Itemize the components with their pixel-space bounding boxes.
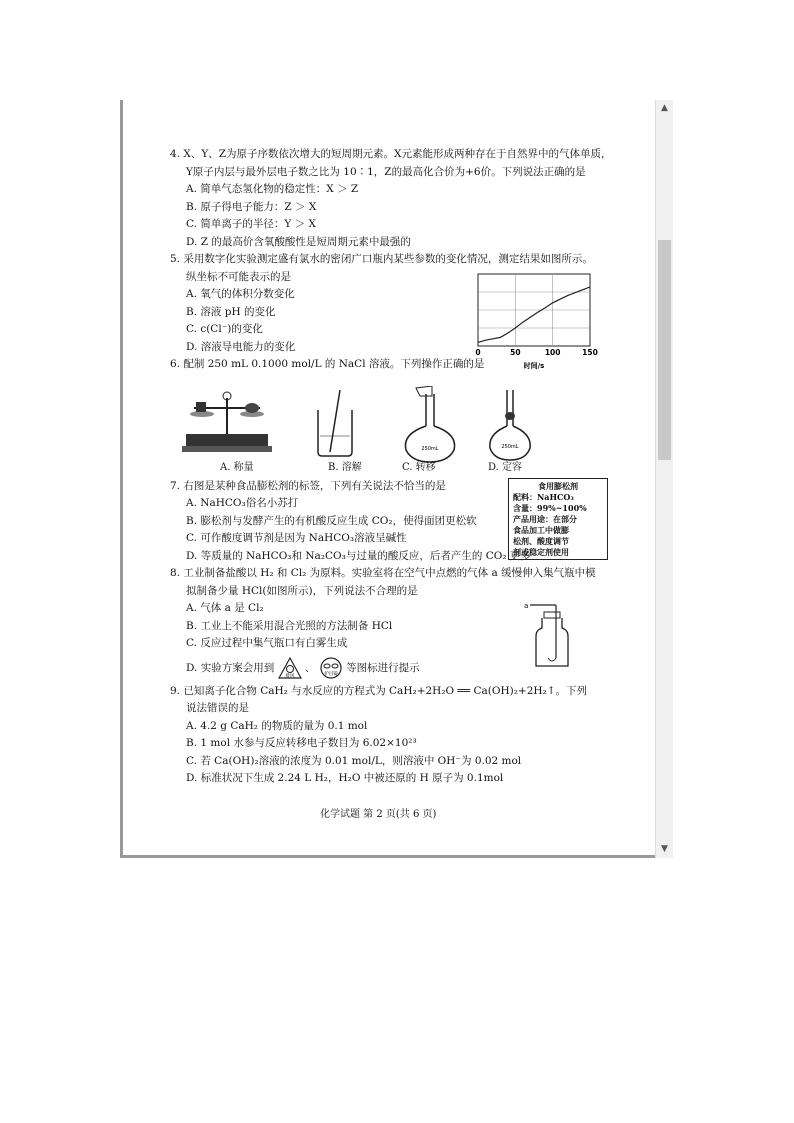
scroll-down-arrow-icon[interactable]: ▼	[661, 844, 668, 854]
ventilation-icon-label: 排风	[285, 673, 295, 679]
label-line: 产品用途：在部分	[513, 514, 577, 524]
viewer-left-border	[120, 100, 123, 858]
question-text: 7. 右图是某种食品膨松剂的标签，下列有关说法不恰当的是	[170, 479, 446, 492]
goggles-icon-label: 护目镜	[324, 671, 338, 677]
question-text: 6. 配制 250 mL 0.1000 mol/L 的 NaCl 溶液。下列操作正确的是	[170, 358, 485, 370]
question-text: 9. 已知离子化合物 CaH₂ 与水反应的方程式为 CaH₂+2H₂O ══ Ca(OH)₂+2H₂↑。下列	[170, 684, 588, 697]
option: B. 溶液 pH 的变化	[186, 305, 276, 318]
x-tick-label: 50	[510, 348, 521, 357]
gas-collection-bottle-illustration	[522, 598, 570, 670]
option: D. 等质量的 NaHCO₃和 Na₂CO₃与过量的酸反应，后者产生的 CO₂ 更多	[186, 549, 531, 562]
option: A. NaHCO₃俗名小苏打	[186, 497, 299, 509]
beaker-illustration	[318, 390, 352, 456]
option-text: 等图标进行提示	[346, 661, 420, 674]
vertical-scrollbar[interactable]	[655, 100, 673, 858]
flask-volume-label: 250mL	[421, 446, 439, 452]
option: C. 可作酸度调节剂是因为 NaHCO₃溶液呈碱性	[186, 532, 407, 544]
apparatus-label-b: B. 溶解	[328, 462, 362, 473]
option: B. 工业上不能采用混合光照的方法制备 HCl	[186, 619, 393, 632]
option: D. 标准状况下生成 2.24 L H₂，H₂O 中被还原的 H 原子为 0.1mol	[186, 772, 504, 784]
label-line: 松剂、酸度调节	[513, 536, 569, 546]
option: C. 若 Ca(OH)₂溶液的浓度为 0.01 mol/L，则溶液中 OH⁻为 0.02 mol	[186, 754, 522, 767]
question-text: 纵坐标不可能表示的是	[186, 270, 291, 283]
apparatus-label-a: A. 称量	[220, 462, 254, 473]
chlorine-water-chart	[470, 272, 600, 372]
question-text: 8. 工业制备盐酸以 H₂ 和 Cl₂ 为原料。实验室将在空气中点燃的气体 a 缓慢伸入集气瓶中模	[170, 567, 596, 579]
label-title: 食用膨松剂	[538, 481, 578, 491]
x-axis-label: 时间/s	[523, 362, 545, 370]
goggles-icon	[319, 657, 343, 679]
option: A. 气体 a 是 Cl₂	[186, 602, 264, 614]
scrollbar-thumb[interactable]	[658, 240, 671, 460]
label-line: 剂或稳定剂使用	[513, 547, 569, 557]
option: C. 反应过程中集气瓶口有白雾生成	[186, 637, 348, 649]
x-tick-label: 150	[582, 348, 598, 357]
option: B. 膨松剂与发酵产生的有机酸反应生成 CO₂，使得面团更松软	[186, 514, 477, 527]
question-text: Y原子内层与最外层电子数之比为 10∶1，Z的最高化合价为+6价。下列说法正确的是	[186, 165, 586, 178]
volumetric-flask-illustration	[490, 390, 530, 460]
question-text: 拟制备少量 HCl(如图所示)，下列说法不合理的是	[186, 584, 418, 597]
option: D. 溶液导电能力的变化	[186, 340, 296, 353]
page-footer: 化学试题 第 2 页(共 6 页)	[320, 809, 437, 820]
label-line: 含量：99%~100%	[513, 503, 587, 513]
flask-volume-label: 250mL	[501, 444, 519, 450]
question-9	[170, 683, 650, 788]
label-line: 食品加工中做膨	[513, 525, 569, 535]
balance-illustration	[182, 392, 272, 452]
option: B. 1 mol 水参与反应转移电子数目为 6.02×10²³	[186, 737, 417, 749]
option: C. 简单离子的半径：Y ＞ X	[186, 218, 316, 230]
apparatus-label-d: D. 定容	[488, 462, 523, 473]
option: C. c(Cl⁻)的变化	[186, 323, 263, 335]
option: A. 简单气态氢化物的稳定性：X ＞ Z	[186, 183, 359, 195]
x-tick-labels	[475, 348, 597, 357]
option: A. 4.2 g CaH₂ 的物质的量为 0.1 mol	[186, 719, 368, 732]
label-line: 配料：NaHCO₃	[513, 492, 574, 502]
option: A. 氧气的体积分数变化	[186, 288, 295, 300]
x-tick-label: 100	[544, 348, 561, 357]
apparatus-label-c: C. 转移	[402, 462, 436, 473]
leavening-agent-label	[508, 478, 608, 560]
option: B. 原子得电子能力：Z ＞ X	[186, 200, 317, 213]
option-text: D. 实验方案会用到	[186, 661, 275, 674]
ventilation-icon	[278, 657, 302, 679]
question-4	[170, 146, 650, 251]
question-text: 5. 采用数字化实验测定盛有氯水的密闭广口瓶内某些参数的变化情况，测定结果如图所示。	[170, 253, 593, 265]
option	[170, 653, 650, 683]
separator: 、	[304, 661, 316, 674]
gas-a-label: a	[524, 602, 529, 610]
transfer-flask-illustration	[405, 386, 454, 462]
scroll-up-arrow-icon[interactable]: ▲	[661, 103, 668, 113]
viewer-bottom-border	[120, 855, 660, 858]
question-text: 4. X、Y、Z为原子序数依次增大的短周期元素。X元素能形成两种存在于自然界中的气体单质，	[170, 148, 612, 160]
x-tick-label: 0	[475, 348, 481, 357]
option: D. Z 的最高价含氧酸酸性是短周期元素中最强的	[186, 235, 411, 248]
question-text: 说法错误的是	[186, 702, 249, 714]
question-8	[170, 565, 650, 683]
